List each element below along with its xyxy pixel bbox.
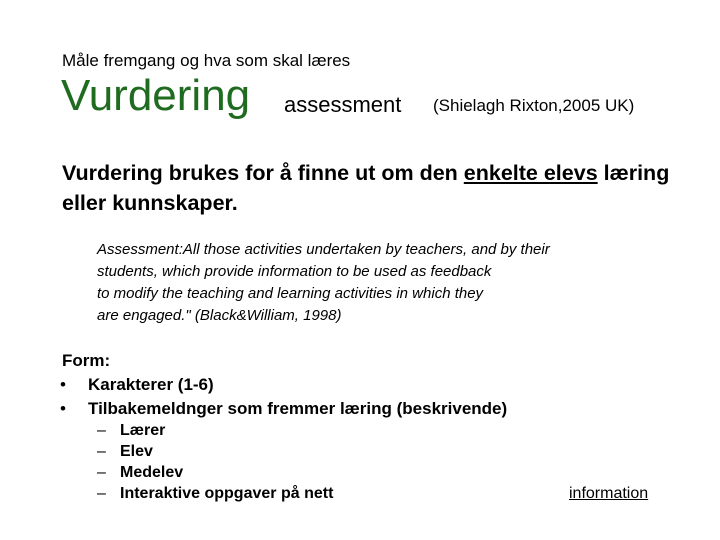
- dash-icon: –: [97, 443, 106, 460]
- lead-text-part-1: Vurdering brukes for å finne ut om den: [62, 161, 464, 185]
- lead-text-part-2: læring eller kunnskaper.: [62, 161, 670, 215]
- bullet-icon: •: [60, 399, 66, 418]
- bullet-icon: •: [60, 375, 66, 394]
- dash-icon: –: [97, 485, 106, 502]
- title-english-translation: assessment: [284, 92, 402, 117]
- dash-icon: –: [97, 464, 106, 481]
- sub-list-item: [97, 483, 333, 504]
- lead-statement: [62, 158, 682, 218]
- form-list-item: [62, 373, 507, 397]
- quote-line: students, which provide information to be used as feedback: [97, 263, 492, 280]
- slide-title: Vurdering: [61, 71, 251, 120]
- form-item-label: Tilbakemeldnger som fremmer læring (beskrivende): [88, 399, 508, 418]
- sub-list-item: [97, 420, 333, 441]
- sub-item-label: Interaktive oppgaver på nett: [120, 485, 334, 502]
- quote-line: Assessment:All those activities undertaken by teachers, and by their: [97, 241, 550, 258]
- form-item-label: Karakterer (1-6): [88, 375, 214, 394]
- sub-list-item: [97, 462, 333, 483]
- feedback-sources-list: [97, 420, 333, 504]
- sub-item-label: Elev: [120, 443, 153, 460]
- quote-line: are engaged." (Black&William, 1998): [97, 307, 342, 324]
- form-list-item: [62, 397, 507, 421]
- form-list: [62, 349, 507, 421]
- assessment-quote: [97, 239, 617, 327]
- sub-item-label: Lærer: [120, 422, 166, 439]
- sub-list-item: [97, 441, 333, 462]
- slide-subtitle: Måle fremgang og hva som skal læres: [62, 51, 351, 70]
- form-heading: Form:: [62, 351, 111, 370]
- information-link[interactable]: information: [569, 485, 649, 502]
- sub-item-label: Medelev: [120, 464, 184, 481]
- title-citation: (Shielagh Rixton,2005 UK): [433, 96, 635, 115]
- dash-icon: –: [97, 422, 106, 439]
- quote-line: to modify the teaching and learning activities in which they: [97, 285, 484, 302]
- lead-text-underlined: enkelte elevs: [463, 161, 598, 185]
